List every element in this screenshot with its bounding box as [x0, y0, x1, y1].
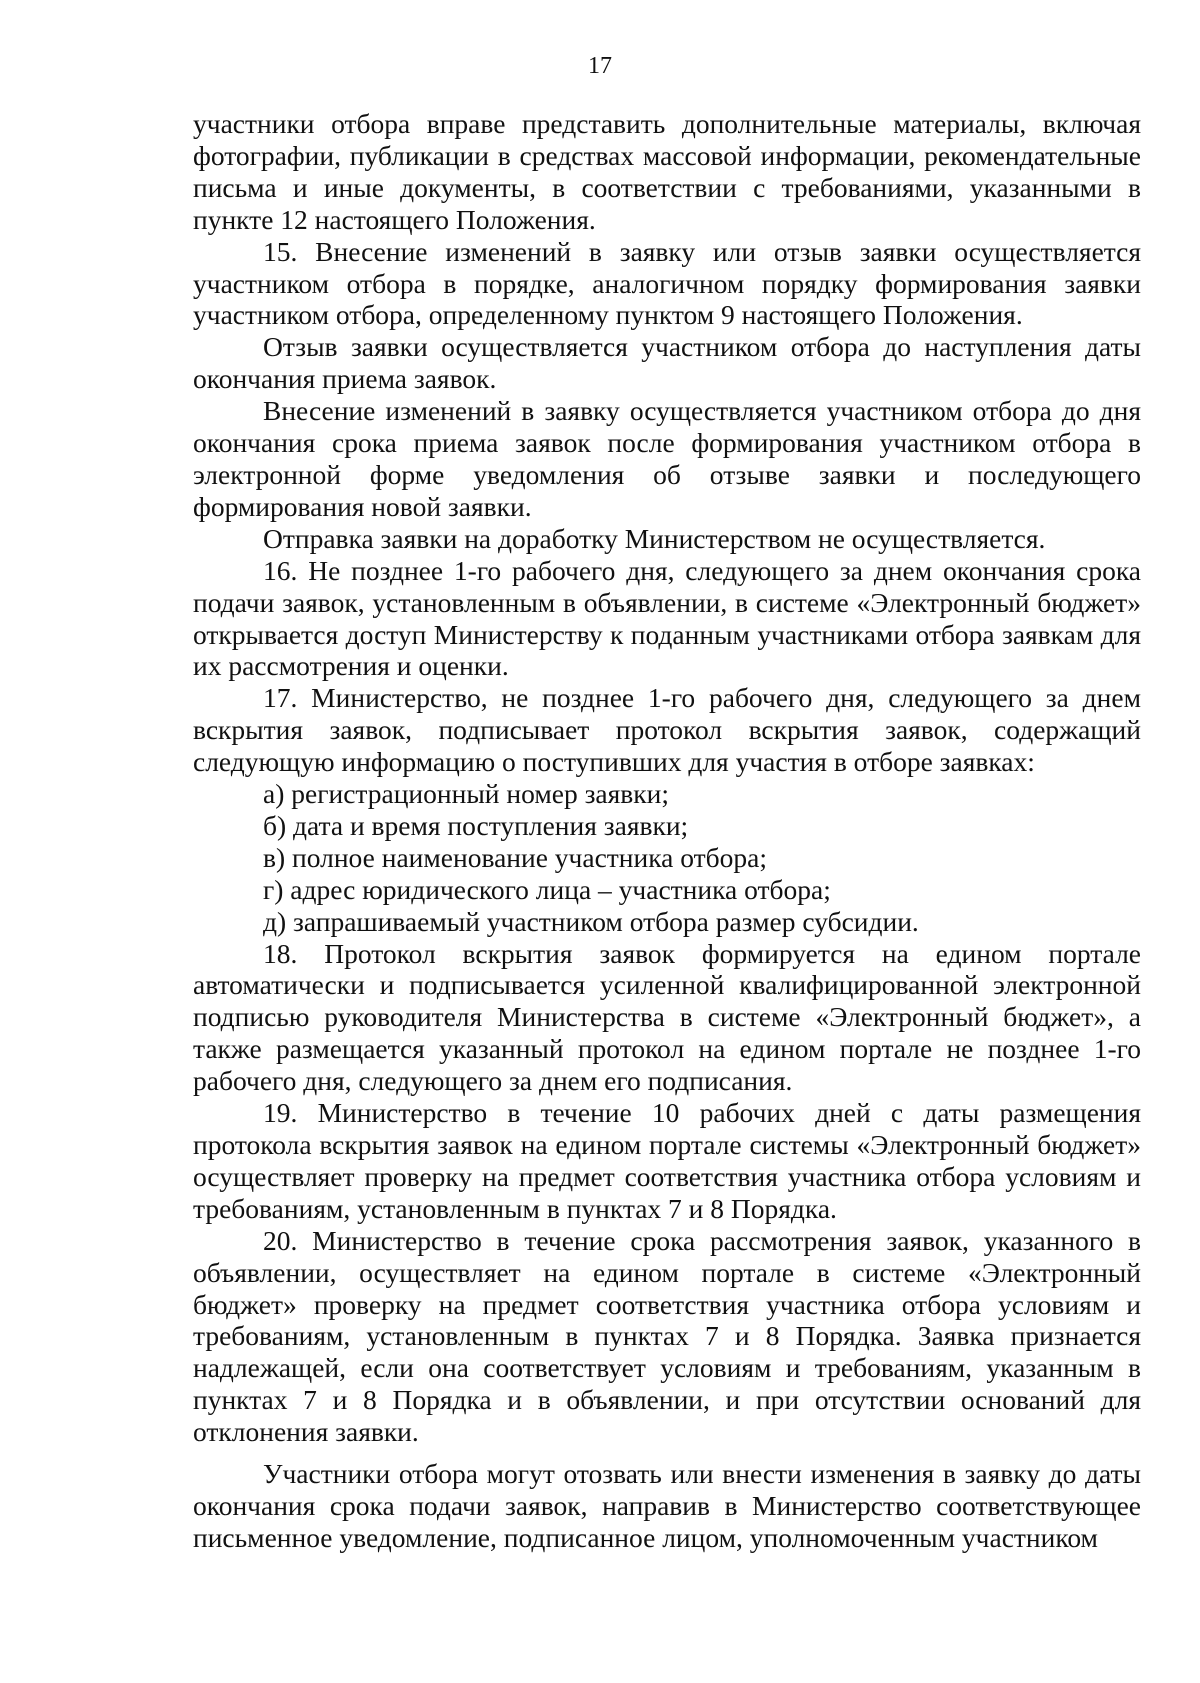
- list-item-a: а) регистрационный номер заявки;: [263, 778, 669, 810]
- paragraph-clause-15: 15. Внесение изменений в заявку или отзыв заявки осуществляется участником отбора в порядке, аналогичном порядку формирования заявки участником отбора, определенному пунктом 9 настоящего Положения.: [193, 235, 1141, 331]
- paragraph-participants: Участники отбора могут отозвать или внести изменения в заявку до даты окончания срока подачи заявок, направив в Министерство соответствующее письменное уведомление, подписанное лицом, уполномоченным участником: [193, 1458, 1141, 1553]
- paragraph-clause-18: 18. Протокол вскрытия заявок формируется на едином портале автоматически и подписывается усиленной квалифицированной электронной подписью руководителя Министерства в системе «Электронный бюджет», а также размещается указанный протокол на едином портале не позднее 1-го рабочего дня, следующего за днем его подписания.: [193, 937, 1141, 1097]
- paragraph-continuation: участники отбора вправе представить дополнительные материалы, включая фотографии, публикации в средствах массовой информации, рекомендательные письма и иные документы, в соответствии с требованиями, указанными в пункте 12 настоящего Положения.: [193, 108, 1141, 235]
- paragraph-withdrawal: Отзыв заявки осуществляется участником отбора до наступления даты окончания приема заявок.: [193, 331, 1141, 395]
- document-body: [193, 108, 1141, 1554]
- list-item-b: б) дата и время поступления заявки;: [263, 809, 689, 841]
- list-item-d: д) запрашиваемый участником отбора размер субсидии.: [263, 905, 919, 937]
- paragraph-clause-17: 17. Министерство, не позднее 1-го рабочего дня, следующего за днем вскрытия заявок, подписывает протокол вскрытия заявок, содержащий следующую информацию о поступивших для участия в отборе заявках:: [193, 682, 1141, 778]
- paragraph-clause-19: 19. Министерство в течение 10 рабочих дней с даты размещения протокола вскрытия заявок на едином портале системы «Электронный бюджет» осуществляет проверку на предмет соответствия участника отбора условиям и требованиям, установленным в пунктах 7 и 8 Порядка.: [193, 1097, 1141, 1224]
- paragraph-clause-16: 16. Не позднее 1-го рабочего дня, следующего за днем окончания срока подачи заявок, установленным в объявлении, в системе «Электронный бюджет» открывается доступ Министерству к поданным участниками отбора заявкам для их рассмотрения и оценки.: [193, 554, 1141, 682]
- paragraph-amendment: Внесение изменений в заявку осуществляется участником отбора до дня окончания срока приема заявок после формирования участником отбора в электронной форме уведомления об отзыве заявки и последующего формирования новой заявки.: [193, 395, 1141, 522]
- page-number: 17: [588, 53, 612, 79]
- paragraph-revision-note: Отправка заявки на доработку Министерством не осуществляется.: [263, 522, 1046, 554]
- list-item-v: в) полное наименование участника отбора;: [263, 841, 767, 873]
- list-item-g: г) адрес юридического лица – участника отбора;: [263, 873, 831, 905]
- paragraph-clause-20: 20. Министерство в течение срока рассмотрения заявок, указанного в объявлении, осуществляет на едином портале в системе «Электронный бюджет» проверку на предмет соответствия участника отбора условиям и требованиям, установленным в пунктах 7 и 8 Порядка. Заявка признается надлежащей, если она соответствует условиям и требованиям, указанным в пунктах 7 и 8 Порядка и в объявлении, и при отсутствии оснований для отклонения заявки.: [193, 1224, 1141, 1448]
